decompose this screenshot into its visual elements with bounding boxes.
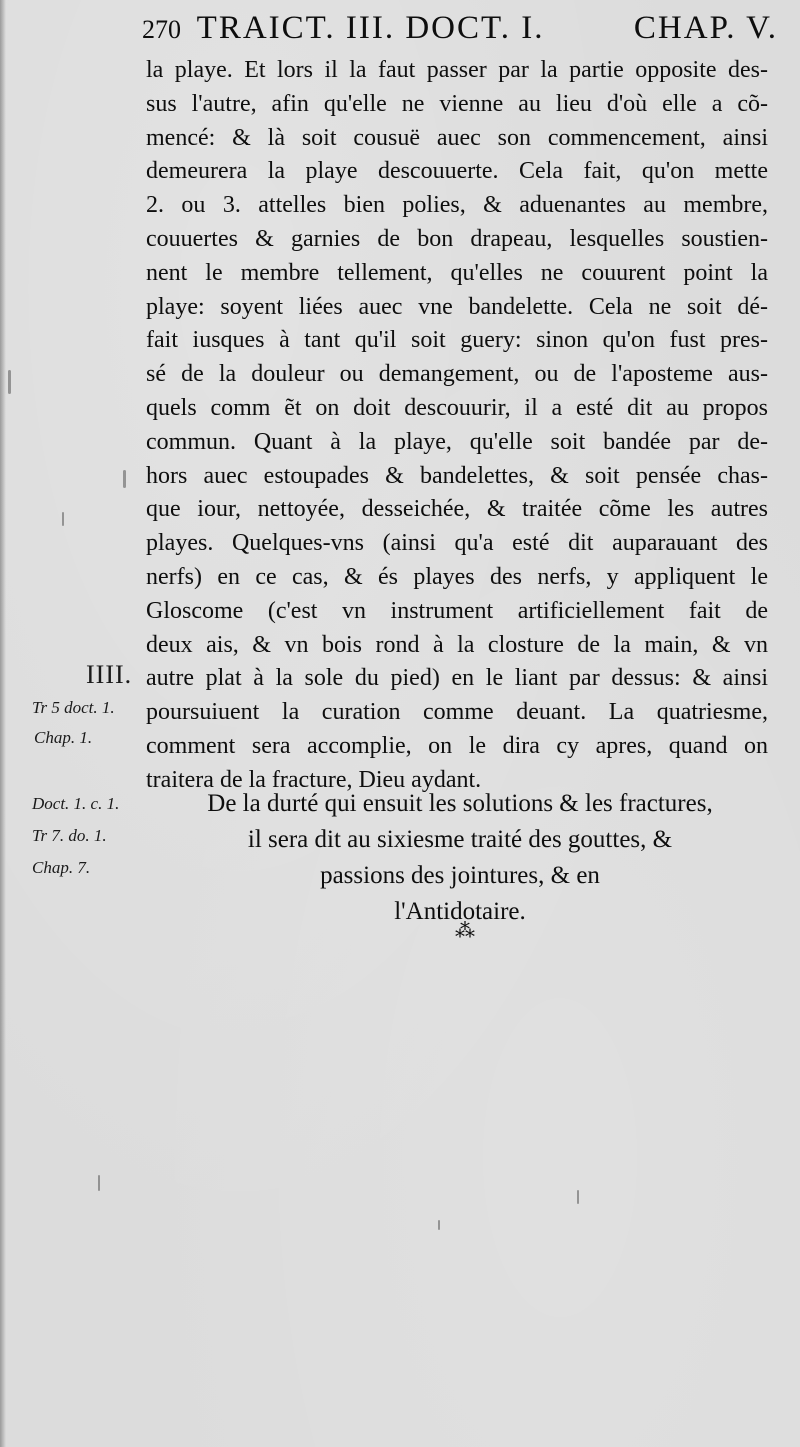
- text-line: demeurera la playe descouuerte. Cela fait, qu'on mette: [146, 158, 768, 185]
- margin-reference: Tr 7. do. 1.: [32, 826, 107, 845]
- text-line: 2. ou 3. attelles bien polies, & aduenantes au membre,: [146, 192, 768, 219]
- header-title: TRAICT. III. DOCT. I.: [196, 10, 545, 46]
- text-line: que iour, nettoyée, desseichée, & traitée cõme les autres: [146, 496, 768, 523]
- text-line: hors auec estoupades & bandelettes, & soit pensée chas-: [146, 462, 768, 489]
- paper-blemish: [577, 1190, 579, 1204]
- paper-blemish: [62, 512, 64, 526]
- running-header: [142, 10, 782, 56]
- text-line: sus l'autre, afin qu'elle ne vienne au lieu d'où elle a cõ-: [146, 90, 768, 117]
- text-line: la playe. Et lors il la faut passer par la partie opposite des-: [146, 57, 768, 83]
- text-line: deux ais, & vn bois rond à la closture de la main, & vn: [146, 631, 768, 658]
- text-line: traitera de la fracture, Dieu aydant.: [146, 766, 482, 793]
- margin-reference: Doct. 1. c. 1.: [32, 794, 120, 813]
- closing-line: passions des jointures, & en: [320, 862, 600, 889]
- text-line: comment sera accomplie, on le dira cy apres, quand on: [146, 732, 768, 759]
- closing-line: il sera dit au sixiesme traité des gouttes, &: [247, 826, 673, 853]
- text-line: nent le membre tellement, qu'elles ne couurent point la: [146, 259, 768, 286]
- closing-line: De la durté qui ensuit les solutions & les fractures,: [207, 790, 713, 817]
- text-line: Gloscome (c'est vn instrument artificiellement fait de: [146, 597, 768, 624]
- paper-blemish: [123, 470, 126, 488]
- text-line: sé de la douleur ou demangement, ou de l'aposteme aus-: [146, 361, 768, 388]
- main-text: [146, 54, 768, 798]
- asterism-ornament: ⁂: [455, 918, 475, 942]
- closing-paragraph: [160, 786, 760, 930]
- header-chapter: CHAP. V.: [633, 10, 778, 46]
- text-line: nerfs) en ce cas, & és playes des nerfs, y appliquent le: [146, 563, 768, 590]
- margin-numeral: IIII.: [86, 660, 133, 689]
- text-line: playes. Quelques-vns (ainsi qu'a esté dit auparauant des: [146, 530, 768, 557]
- text-line: quels comm ẽt on doit descouurir, il a esté dit au propos: [146, 394, 768, 421]
- text-line: fait iusques à tant qu'il soit guery: sinon qu'on fust pres-: [146, 327, 768, 354]
- paper-blemish: [8, 370, 11, 394]
- paper-blemish: [98, 1175, 100, 1191]
- text-line: autre plat à la sole du pied) en le liant par dessus: & ainsi: [146, 665, 768, 692]
- page-number: 270: [142, 15, 181, 44]
- text-line: playe: soyent liées auec vne bandelette. Cela ne soit dé-: [146, 293, 768, 320]
- page-edge-shadow: [0, 0, 6, 1447]
- margin-reference: Chap. 1.: [34, 728, 93, 747]
- text-line: poursuiuent la curation comme deuant. La quatriesme,: [146, 699, 768, 726]
- text-line: mencé: & là soit cousuë auec son commencement, ainsi: [146, 124, 768, 151]
- text-line: commun. Quant à la playe, qu'elle soit bandée par de-: [146, 428, 768, 455]
- margin-reference: Tr 5 doct. 1.: [32, 698, 115, 717]
- margin-reference: Chap. 7.: [32, 858, 91, 877]
- text-line: couuertes & garnies de bon drapeau, lesquelles soustien-: [146, 225, 768, 252]
- closing-line: l'Antidotaire.: [394, 898, 526, 925]
- paper-blemish: [438, 1220, 440, 1230]
